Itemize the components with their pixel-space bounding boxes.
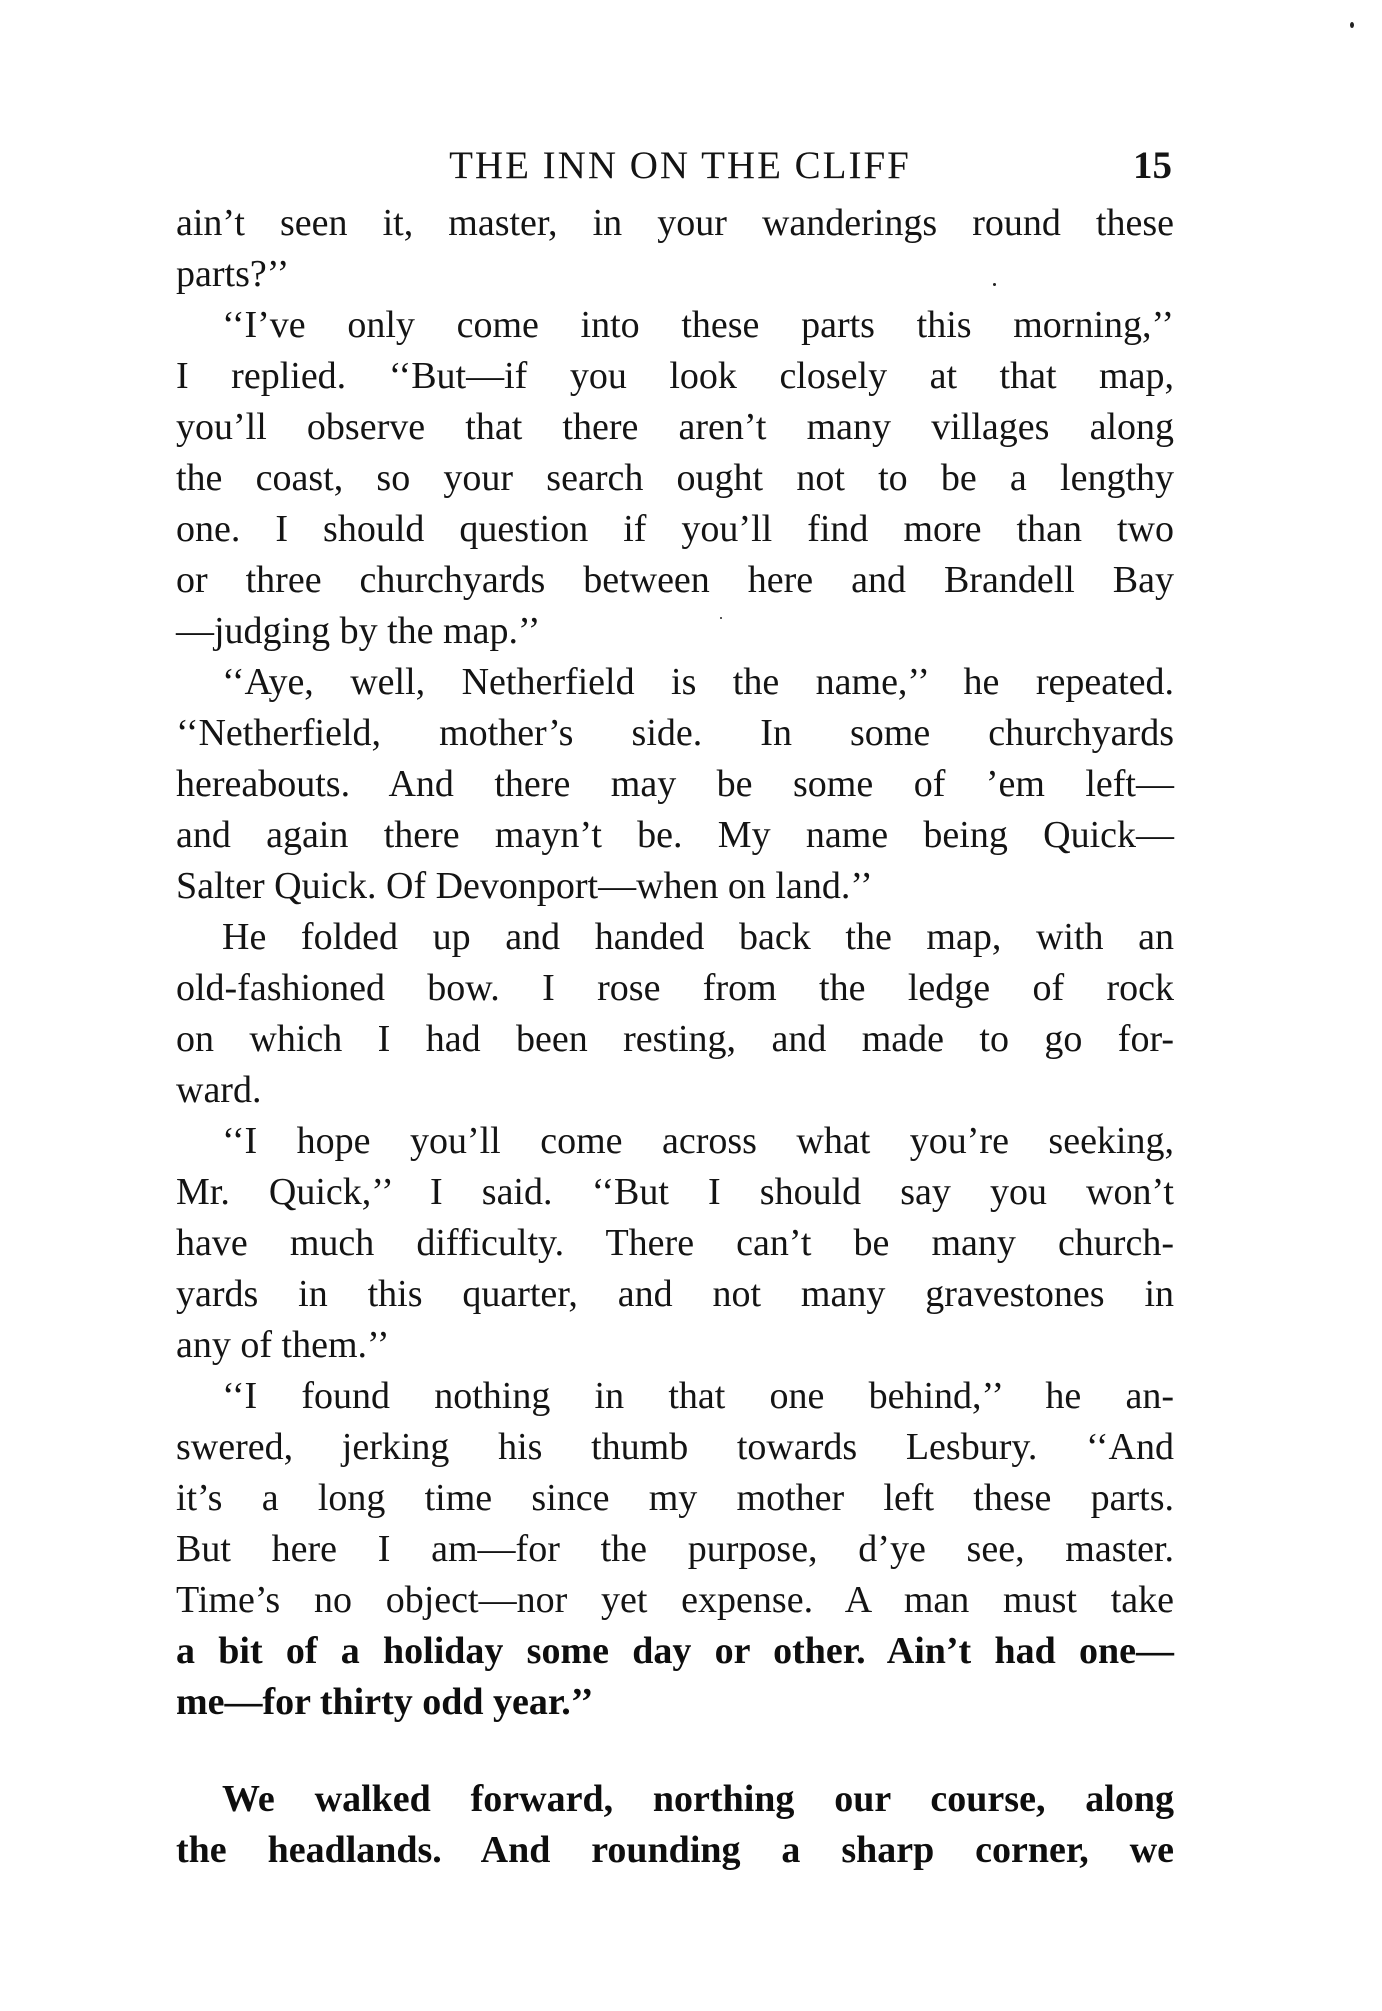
text-line: But here I am—for the purpose, d’ye see, master. (176, 1528, 1174, 1570)
print-speck (1350, 22, 1354, 28)
text-line: ‘‘I found nothing in that one behind,’’ he an- (222, 1375, 1174, 1417)
text-line: the headlands. And rounding a sharp corner, we (176, 1829, 1174, 1871)
text-line: the coast, so your search ought not to be a lengthy (176, 457, 1174, 499)
text-line: yards in this quarter, and not many gravestones in (176, 1273, 1174, 1315)
section-break (176, 1728, 1174, 1774)
running-title: THE INN ON THE CLIFF (449, 144, 911, 187)
text-line: it’s a long time since my mother left these parts. (176, 1477, 1174, 1519)
text-line: hereabouts. And there may be some of ’em left— (176, 763, 1174, 805)
text-line: one. I should question if you’ll find more than two (176, 508, 1174, 550)
text-line: ‘‘I’ve only come into these parts this morning,’’ (222, 304, 1174, 346)
text-line: ‘‘I hope you’ll come across what you’re seeking, (222, 1120, 1174, 1162)
text-line: He folded up and handed back the map, with an (222, 916, 1174, 958)
text-line: ‘‘Netherfield, mother’s side. In some churchyards (176, 712, 1174, 754)
text-line: old-fashioned bow. I rose from the ledge of rock (176, 967, 1174, 1009)
body-text (176, 198, 1174, 1876)
text-line: We walked forward, northing our course, along (222, 1778, 1174, 1820)
text-line: Salter Quick. Of Devonport—when on land.’’ (176, 865, 873, 907)
text-line: ward. (176, 1069, 262, 1111)
text-line: Time’s no object—nor yet expense. A man must take (176, 1579, 1174, 1621)
text-line: me—for thirty odd year.’’ (176, 1681, 594, 1723)
text-line: and again there mayn’t be. My name being Quick— (176, 814, 1174, 856)
text-line: a bit of a holiday some day or other. Ain’t had one— (176, 1630, 1174, 1672)
text-line: or three churchyards between here and Brandell Bay (176, 559, 1174, 601)
text-line: swered, jerking his thumb towards Lesbury. ‘‘And (176, 1426, 1174, 1468)
text-line: Mr. Quick,’’ I said. ‘‘But I should say you won’t (176, 1171, 1174, 1213)
text-line: ‘‘Aye, well, Netherfield is the name,’’ he repeated. (222, 661, 1174, 703)
text-line: have much difficulty. There can’t be many church- (176, 1222, 1174, 1264)
text-line: —judging by the map.’’ (176, 610, 541, 652)
running-head (176, 140, 1174, 192)
text-line: you’ll observe that there aren’t many villages along (176, 406, 1174, 448)
page-number: 15 (1133, 144, 1172, 187)
text-line: ain’t seen it, master, in your wanderings round these (176, 202, 1174, 244)
text-line: I replied. ‘‘But—if you look closely at that map, (176, 355, 1174, 397)
book-page (176, 140, 1174, 1876)
text-line: on which I had been resting, and made to go for- (176, 1018, 1174, 1060)
text-line: parts?’’ (176, 253, 290, 295)
text-line: any of them.’’ (176, 1324, 390, 1366)
